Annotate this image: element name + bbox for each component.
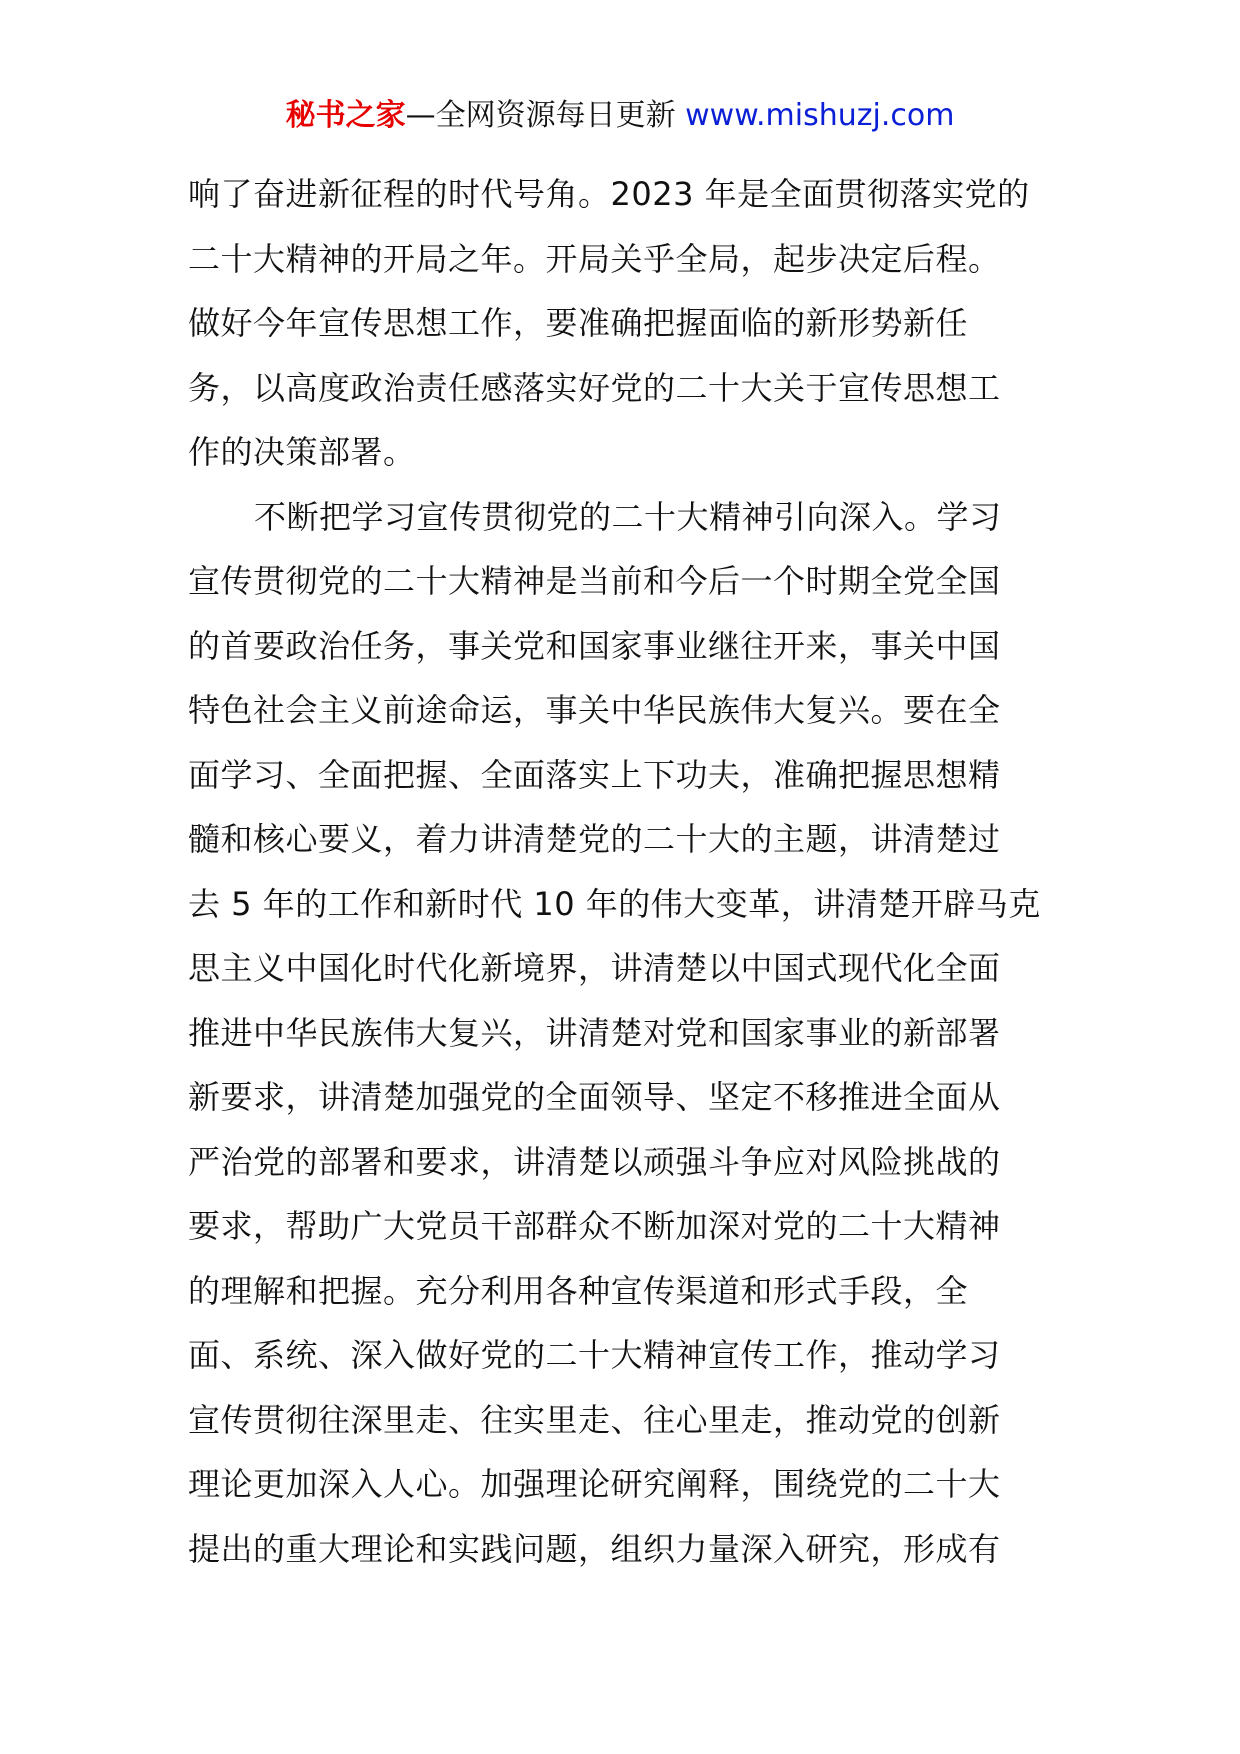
site-url-link[interactable]: www.mishuzj.com <box>685 98 955 133</box>
text-line: 提出的重大理论和实践问题，组织力量深入研究，形成有 <box>188 1529 1001 1568</box>
text-line: 宣传贯彻党的二十大精神是当前和今后一个时期全党全国 <box>188 562 1001 600</box>
text-line: 的理解和把握。充分利用各种宣传渠道和形式手段，全 <box>188 1271 969 1310</box>
document-body <box>188 162 1048 1581</box>
text-line: 严治党的部署和要求，讲清楚以顽强斗争应对风险挑战的 <box>188 1142 1001 1181</box>
text-line: 新要求，讲清楚加强党的全面领导、坚定不移推进全面从 <box>188 1078 1001 1116</box>
text-line: 宣传贯彻往深里走、往实里走、往心里走，推动党的创新 <box>188 1400 1001 1439</box>
text-line: 髓和核心要义，着力讲清楚党的二十大的主题，讲清楚过 <box>188 820 1001 858</box>
text-line: 推进中华民族伟大复兴，讲清楚对党和国家事业的新部署 <box>188 1013 1001 1052</box>
site-brand: 秘书之家 <box>285 98 406 133</box>
site-header <box>0 96 1240 136</box>
text-line: 面学习、全面把握、全面落实上下功夫，准确把握思想精 <box>188 755 1001 794</box>
text-line: 作的决策部署。 <box>188 433 416 471</box>
text-line: 思主义中国化时代化新境界，讲清楚以中国式现代化全面 <box>188 949 1001 987</box>
text-line: 响了奋进新征程的时代号角。2023 年是全面贯彻落实党的 <box>188 175 1030 213</box>
text-line: 二十大精神的开局之年。开局关乎全局，起步决定后程。 <box>188 239 1001 278</box>
text-line: 做好今年宣传思想工作，要准确把握面临的新形势新任 <box>188 304 969 342</box>
text-line: 去 5 年的工作和新时代 10 年的伟大变革，讲清楚开辟马克 <box>188 884 1041 923</box>
text-line: 务，以高度政治责任感落实好党的二十大关于宣传思想工 <box>188 368 1001 407</box>
text-line: 面、系统、深入做好党的二十大精神宣传工作，推动学习 <box>188 1336 1001 1374</box>
text-line: 特色社会主义前途命运，事关中华民族伟大复兴。要在全 <box>188 691 1001 729</box>
text-line: 理论更加深入人心。加强理论研究阐释，围绕党的二十大 <box>188 1465 1001 1503</box>
paragraph-first-line: 不断把学习宣传贯彻党的二十大精神引向深入。学习 <box>254 497 1002 536</box>
site-tagline: —全网资源每日更新 <box>405 98 676 133</box>
text-line: 要求，帮助广大党员干部群众不断加深对党的二十大精神 <box>188 1207 1001 1245</box>
text-line: 的首要政治任务，事关党和国家事业继往开来，事关中国 <box>188 626 1001 665</box>
